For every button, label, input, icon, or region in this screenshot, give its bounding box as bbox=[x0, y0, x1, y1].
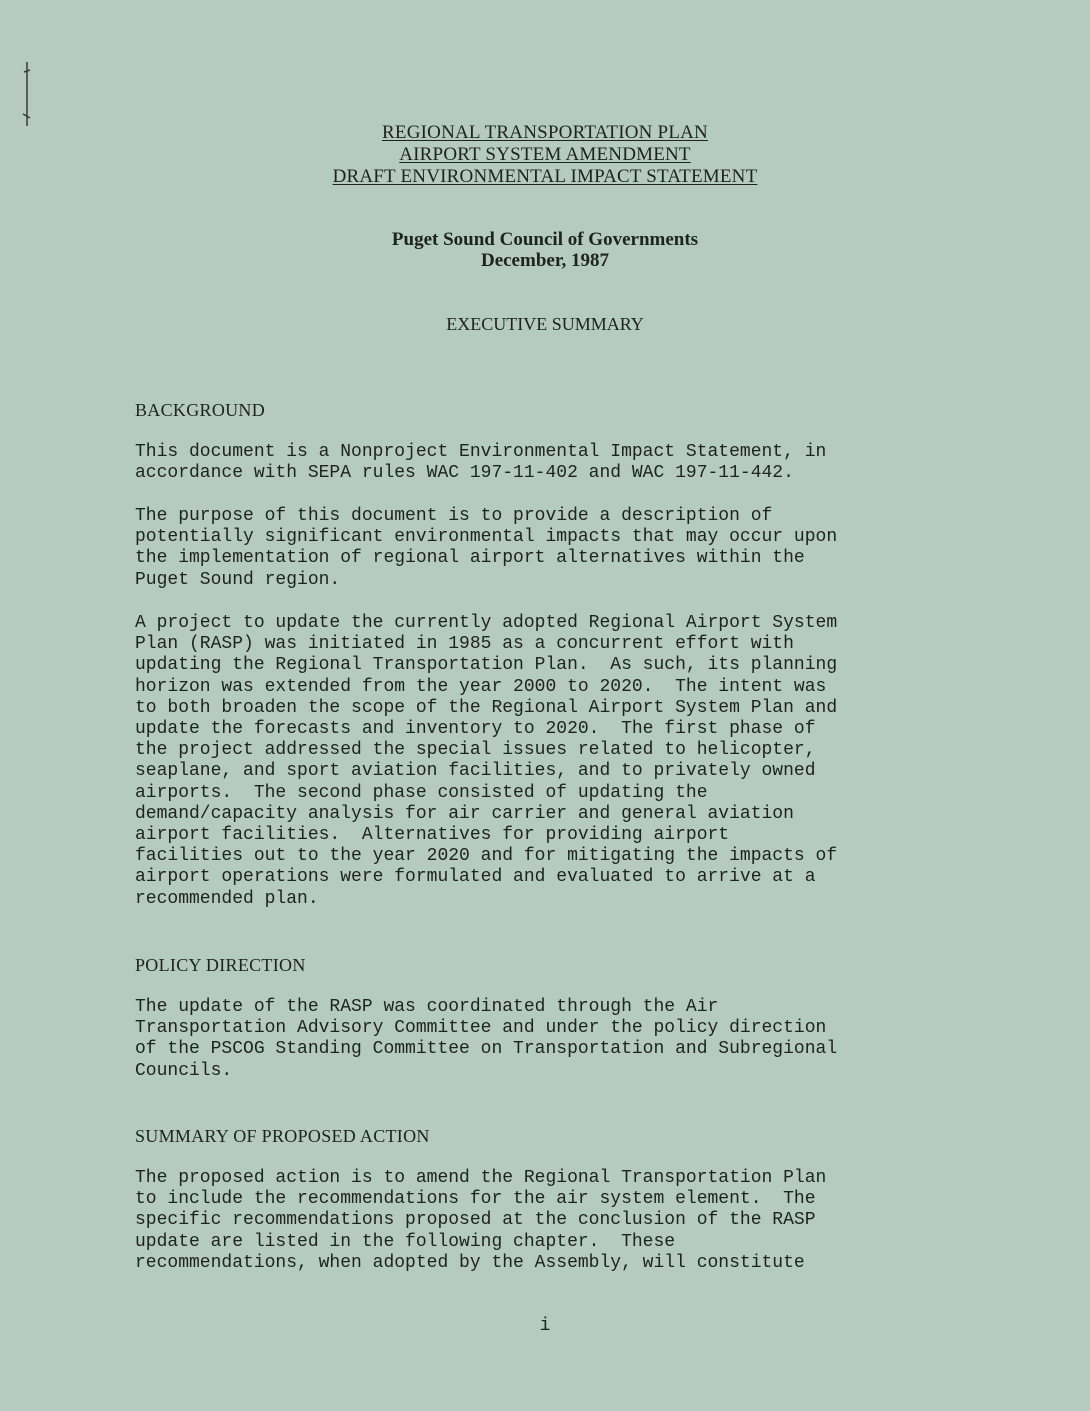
policy-direction-paragraph: The update of the RASP was coordinated through the Air Transportation Advisory Committee and under the policy direction of the PSCOG Standing Committee on Transportation and Subregional Councils. bbox=[135, 997, 838, 1081]
executive-summary-heading: EXECUTIVE SUMMARY bbox=[446, 314, 644, 334]
background-heading: BACKGROUND bbox=[135, 400, 266, 420]
document-title-line-1: REGIONAL TRANSPORTATION PLAN bbox=[382, 122, 708, 143]
document-date: December, 1987 bbox=[480, 250, 610, 271]
proposed-action-heading: SUMMARY OF PROPOSED ACTION bbox=[135, 1126, 430, 1146]
background-paragraph-1: This document is a Nonproject Environmental Impact Statement, in accordance with SEPA rules WAC 197-11-402 and WAC 197-11-442. bbox=[135, 442, 827, 484]
background-paragraph-2: The purpose of this document is to provide a description of potentially significant environmental impacts that may occur upon the implementation of regional airport alternatives within the Puget Sound region. bbox=[135, 506, 838, 590]
binding-staple-mark bbox=[22, 60, 32, 130]
document-title-line-3: DRAFT ENVIRONMENTAL IMPACT STATEMENT bbox=[332, 166, 758, 187]
page-number: i bbox=[539, 1316, 551, 1336]
document-title-line-2: AIRPORT SYSTEM AMENDMENT bbox=[399, 144, 691, 165]
background-paragraph-3: A project to update the currently adopted Regional Airport System Plan (RASP) was initiated in 1985 as a concurrent effort with updating the Regional Transportation Plan. As such, its planning horizon was extended from the year 2000 to 2020. The intent was to both broaden the scope of the Regional Airport System Plan and update the forecasts and inventory to 2020. The first phase of the project addressed the special issues related to helicopter, seaplane, and sport aviation facilities, and to privately owned airports. The second phase consisted of updating the demand/capacity analysis for air carrier and general aviation airport facilities. Alternatives for providing airport facilities out to the year 2020 and for mitigating the impacts of airport operations were formulated and evaluated to arrive at a recommended plan. bbox=[135, 613, 838, 909]
proposed-action-paragraph: The proposed action is to amend the Regional Transportation Plan to include the recommendations for the air system element. The specific recommendations proposed at the conclusion of the RASP update are listed in the following chapter. These recommendations, when adopted by the Assembly, will constitute bbox=[135, 1168, 827, 1273]
organization-name: Puget Sound Council of Governments bbox=[391, 229, 699, 250]
policy-direction-heading: POLICY DIRECTION bbox=[135, 955, 306, 975]
